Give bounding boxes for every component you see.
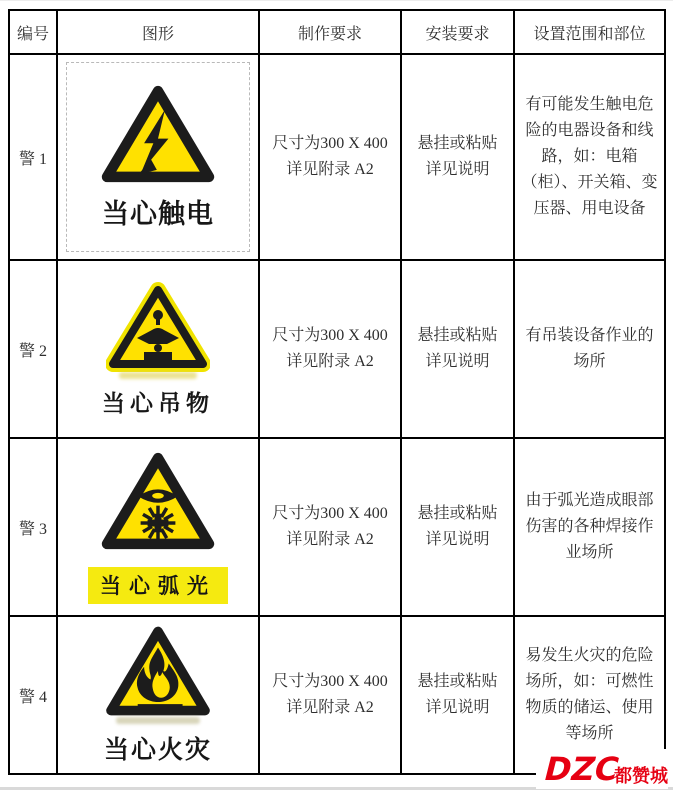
install-cell: 悬挂或粘贴 详见说明: [401, 616, 514, 774]
fire-warning-icon: [104, 624, 212, 723]
table-row: [9, 260, 665, 438]
sign-label: 当心吊物: [102, 390, 214, 417]
install-cell: 悬挂或粘贴 详见说明: [401, 260, 514, 438]
watermark-smudge: [119, 372, 197, 379]
watermark-smudge: [116, 717, 200, 724]
row-number: 警 1: [9, 54, 57, 260]
sign-label: 当心触电: [102, 199, 214, 230]
sign-label: 当心火灾: [103, 735, 212, 764]
production-cell: 尺寸为300 X 400 详见附录 A2: [259, 438, 401, 616]
graphic-cell: [57, 54, 259, 260]
logo-letters: DZC: [540, 750, 623, 788]
row-number: 警 2: [9, 260, 57, 438]
brand-logo: [536, 749, 668, 789]
scope-cell: 有可能发生触电危险的电器设备和线路，如：电箱（柜）、开关箱、变压器、用电设备: [514, 54, 665, 260]
warning-sign-spec-table: [8, 9, 666, 775]
header-number: 编号: [9, 10, 57, 54]
graphic-cell: [57, 438, 259, 616]
production-cell: 尺寸为300 X 400 详见附录 A2: [259, 54, 401, 260]
header-scope: 设置范围和部位: [514, 10, 665, 54]
header-graphic: 图形: [57, 10, 259, 54]
install-cell: 悬挂或粘贴 详见说明: [401, 54, 514, 260]
sign-label: 当心弧光: [88, 567, 228, 604]
header-production: 制作要求: [259, 10, 401, 54]
suspended-load-warning-icon: [106, 281, 210, 378]
arc-flash-warning-icon: [99, 450, 217, 557]
electric-shock-warning-icon: [99, 83, 217, 190]
row-number: 警 3: [9, 438, 57, 616]
header-install: 安装要求: [401, 10, 514, 54]
scope-cell: 易发生火灾的危险场所，如：可燃性物质的储运、使用等场所: [514, 616, 665, 774]
install-cell: 悬挂或粘贴 详见说明: [401, 438, 514, 616]
production-cell: 尺寸为300 X 400 详见附录 A2: [259, 616, 401, 774]
table-row: [9, 438, 665, 616]
scope-cell: 有吊装设备作业的场所: [514, 260, 665, 438]
graphic-cell: [57, 616, 259, 774]
table-row: [9, 54, 665, 260]
scope-cell: 由于弧光造成眼部伤害的各种焊接作业场所: [514, 438, 665, 616]
table-header-row: [9, 10, 665, 54]
row-number: 警 4: [9, 616, 57, 774]
graphic-cell: [57, 260, 259, 438]
logo-cn-text: 都赞城: [614, 766, 668, 787]
production-cell: 尺寸为300 X 400 详见附录 A2: [259, 260, 401, 438]
sign-image-frame: [66, 62, 250, 252]
